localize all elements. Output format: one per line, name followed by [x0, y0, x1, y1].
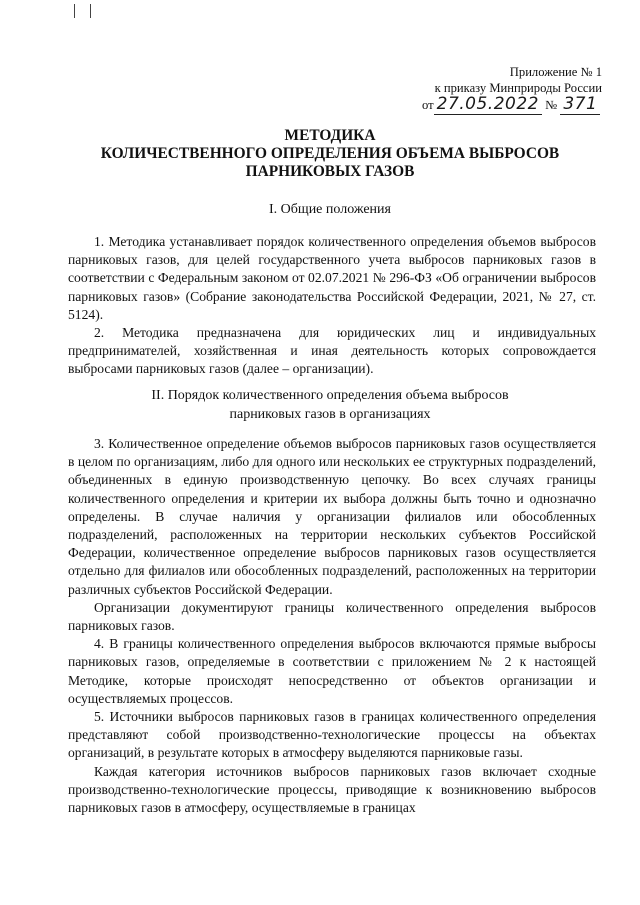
section-1-body — [68, 233, 596, 379]
paragraph-5: 5. Источники выбросов парниковых газов в границах количественного определения представляют собой производственно-технологические процессы на объектах организаций, в результате которых в атмосферу выделяются парниковые газы. — [68, 709, 596, 761]
number-prefix: № — [545, 98, 558, 112]
title-line: МЕТОДИКА — [284, 127, 376, 144]
section-1-heading: I. Общие положения — [269, 202, 391, 217]
document-title — [60, 127, 600, 181]
appendix-order-ref: к приказу Минприроды России — [434, 81, 602, 95]
section-2-heading-line1: II. Порядок количественного определения объема выбросов — [151, 388, 509, 403]
appendix-block — [422, 64, 602, 113]
paragraph-1: 1. Методика устанавливает порядок количественного определения объемов выбросов парниковых газов, для целей государственного учета выбросов парниковых газов в соответствии с Федеральным законом от 02.07.2021 № 296-ФЗ «Об ограничении выбросов парниковых газов» (Собрание законодательства Российской Федерации, 2021, № 27, ст. 5124). — [68, 234, 596, 322]
scan-mark-left — [74, 4, 75, 18]
paragraph-3: 3. Количественное определение объемов выбросов парниковых газов осуществляется в целом по организациям, либо для одного или нескольких ее структурных подразделений, объединенных в единую производственную цепочку. Во всех случаях границы количественного определения и критерии их выбора должны быть точно и однозначно определены. В случае наличия у организации филиалов или обособленных подразделений, расположенных на территории нескольких субъектов Российской Федерации, количественное определение выбросов парниковых газов осуществляется отдельно для филиалов или обособленных подразделений, расположенных на территории различных субъектов Российской Федерации. — [68, 436, 596, 597]
handwritten-date: 27.05.2022 — [434, 94, 542, 115]
section-2-heading-line2: парниковых газов в организациях — [229, 407, 431, 422]
handwritten-number: 371 — [560, 94, 600, 115]
paragraph-2: 2. Методика предназначена для юридических лиц и индивидуальных предпринимателей, хозяйственная и иная деятельность которых сопровождается выбросами парниковых газов (далее – организации). — [68, 325, 596, 377]
section-2-body — [68, 435, 596, 817]
appendix-title: Приложение № 1 — [509, 65, 602, 79]
title-line: ПАРНИКОВЫХ ГАЗОВ — [245, 163, 415, 180]
title-line: КОЛИЧЕСТВЕННОГО ОПРЕДЕЛЕНИЯ ОБЪЕМА ВЫБРОСОВ — [100, 145, 560, 162]
paragraph-5-continued: Каждая категория источников выбросов парниковых газов включает сходные производственно-технологические процессы, приводящие к возникновению выбросов парниковых газов в атмосферу, осуществляемые в границах — [68, 763, 596, 816]
appendix-date-number — [422, 96, 602, 113]
paragraph-3-continued: Организации документируют границы количественного определения выбросов парниковых газов. — [68, 599, 596, 634]
section-2-heading — [60, 386, 600, 424]
date-prefix: от — [422, 98, 434, 112]
paragraph-4: 4. В границы количественного определения выбросов включаются прямые выбросы парниковых газов, определяемые в соответствии с приложением № 2 к настоящей Методике, которые происходят непосредственно от объектов организации и осуществляемых процессов. — [68, 636, 596, 706]
scan-mark-right — [90, 4, 91, 18]
